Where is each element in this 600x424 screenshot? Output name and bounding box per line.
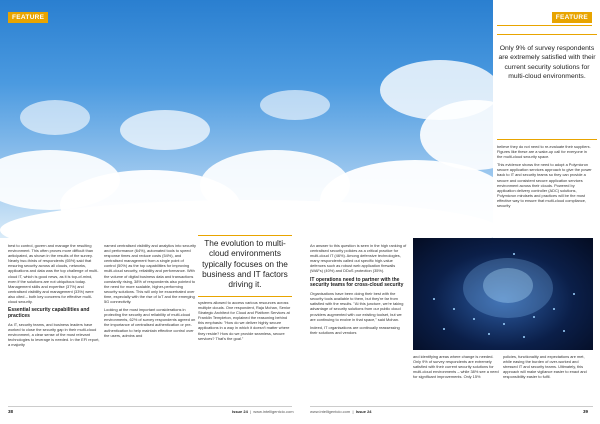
right-footer-site: www.intelligentcio.com | Issue 24	[310, 409, 372, 414]
right-column-1	[310, 243, 408, 338]
right-col1-paragraph-3: Indeed, IT organisations are continually reassessing their solutions and vendors	[310, 324, 400, 335]
right-pullquote: Only 9% of survey respondents are extremely satisfied with their current security solutions for multi-cloud environments.	[498, 45, 596, 80]
feature-label-right: FEATURE	[552, 12, 592, 23]
cloud-circuit-image	[413, 238, 593, 350]
left-page-number: 38	[8, 409, 14, 414]
left-footer-issue: Issue 24	[232, 409, 248, 414]
right-footer-issue: Issue 24	[355, 409, 372, 414]
left-column-3	[198, 300, 292, 344]
left-col1-heading: Essential security capabilities and practices	[8, 307, 90, 319]
right-page-number: 39	[583, 409, 589, 414]
pullquote-top-rule	[198, 235, 292, 236]
header-rule	[497, 25, 592, 26]
pullquote-bottom-rule	[198, 296, 292, 297]
right-side-column	[497, 144, 592, 211]
left-footer-url: www.intelligentcio.com	[253, 409, 294, 414]
left-col2-paragraph-1: named centralised visibility and analytics into security and performance (64%), automated tools to speed response times and reduce costs (54%), and centralised management from a single point of control (50%) as the top capabilities for improving multi-cloud security, reliability and performance. With the volume of digital business data and transactions constantly rising, 38% of respondents also pointed to the need for more scalable, higher-performing security solutions. This will only be exacerbated over time, especially with the rise of IoT and the emerging 5G connectivity.	[104, 243, 196, 305]
right-col1-paragraph-2: Organisations have been doing their best with the security tools available to them, but they're far from satisfied with the results. "At this juncture, we're taking advantage of security solutions from our public cloud providers augmented with our existing toolset, but we are continuing to evolve in that space," said Mohan.	[310, 291, 404, 322]
left-footer-site: Issue 24 | www.intelligentcio.com	[232, 409, 294, 414]
right-col3-paragraph-1: policies, functionality and expectations are met, while easing the burden of over-worked and stressed IT and security teams. Ultimately, this approach will make vigilance easier to enact and responsibility easier to fulfil.	[503, 354, 587, 380]
side-paragraph-1: believe they do not need to re-evaluate their suppliers. Figures like these are a wake-up call for everyone in the multi-cloud security space.	[497, 144, 591, 160]
right-column-3	[503, 354, 593, 382]
feature-label-left: FEATURE	[8, 12, 48, 23]
right-col2-paragraph-1: and identifying areas where change is needed. Only 9% of survey respondents are extremely satisfied with their current security solutions for multi-cloud environments – while 38% see a need for significant improvements. Only 15%	[413, 354, 499, 380]
left-pullquote: The evolution to multi-cloud environments typically focuses on the business and IT factors driving it.	[202, 238, 288, 290]
left-col1-paragraph-1: best to control, govern and manage the resulting environment. This often proves more difficult than anticipated, as shown in the results of the survey. Nearly two-thirds of respondents (65%) said that ensuring security across all clouds, networks, applications and data was the top challenge of multi-cloud IT, which is good news, as it is top-of-mind, even if the solutions are not ubiquitous today. Management skills and expertise (37%) and centralised visibility and management (33%) were also cited – both key concerns for effective multi-cloud security.	[8, 243, 99, 305]
sky-photo	[0, 0, 493, 238]
left-column-2	[104, 243, 196, 341]
right-column-2	[413, 354, 499, 382]
right-footer-rule	[310, 406, 593, 407]
left-col3-paragraph-1: systems allowed to access various resources across multiple clouds. One respondent, Raja Mohan, Senior Strategic Architect for Cloud and Platform Services at Franklin Templeton, explained the reasoning behind this emphasis: "How do we deliver highly secure applications in a way in which it doesn't matter where they reside? How do we provide seamless, secure services? That's the goal."	[198, 300, 291, 341]
side-paragraph-2: This evidence shows the need to adopt a Polymicron secure application services approach to give the power back to IT and security teams so they can provide a secure and consistent secure application services environment across their clouds. Powered by application delivery controller (ADC) solutions, Polymicron mindsets and practices will be the most effective way to ensure that multi-cloud compliance, security	[497, 162, 592, 209]
left-col2-paragraph-2: Looking at the most important considerations in protecting the security and reliability of multi-cloud environments, 62% of survey respondents agreed on the importance of centralised authentication or pre-authentication to help maintain effective control over the users, admins and	[104, 307, 196, 338]
left-footer-rule	[8, 406, 292, 407]
right-col1-heading: IT operations need to partner with the security teams for cross-cloud security	[310, 276, 404, 289]
right-col1-paragraph-1: An answer to this question is seen in the high ranking of centralised security policies as a critical practice for multi-cloud IT (46%). Among defensive technologies, many respondents called out specific high-value defences such as robust web application firewalls (WAFs) (40%) and DDoS protection (35%).	[310, 243, 407, 274]
left-col1-paragraph-2: As IT, security teams, and business leaders have worked to close the security gap in their multi-cloud environment, a clear sense of the most relevant technologies to leverage is needed. In the EFI report, a majority	[8, 321, 100, 348]
left-column-1	[8, 243, 100, 350]
right-footer-url: www.intelligentcio.com	[310, 409, 351, 414]
